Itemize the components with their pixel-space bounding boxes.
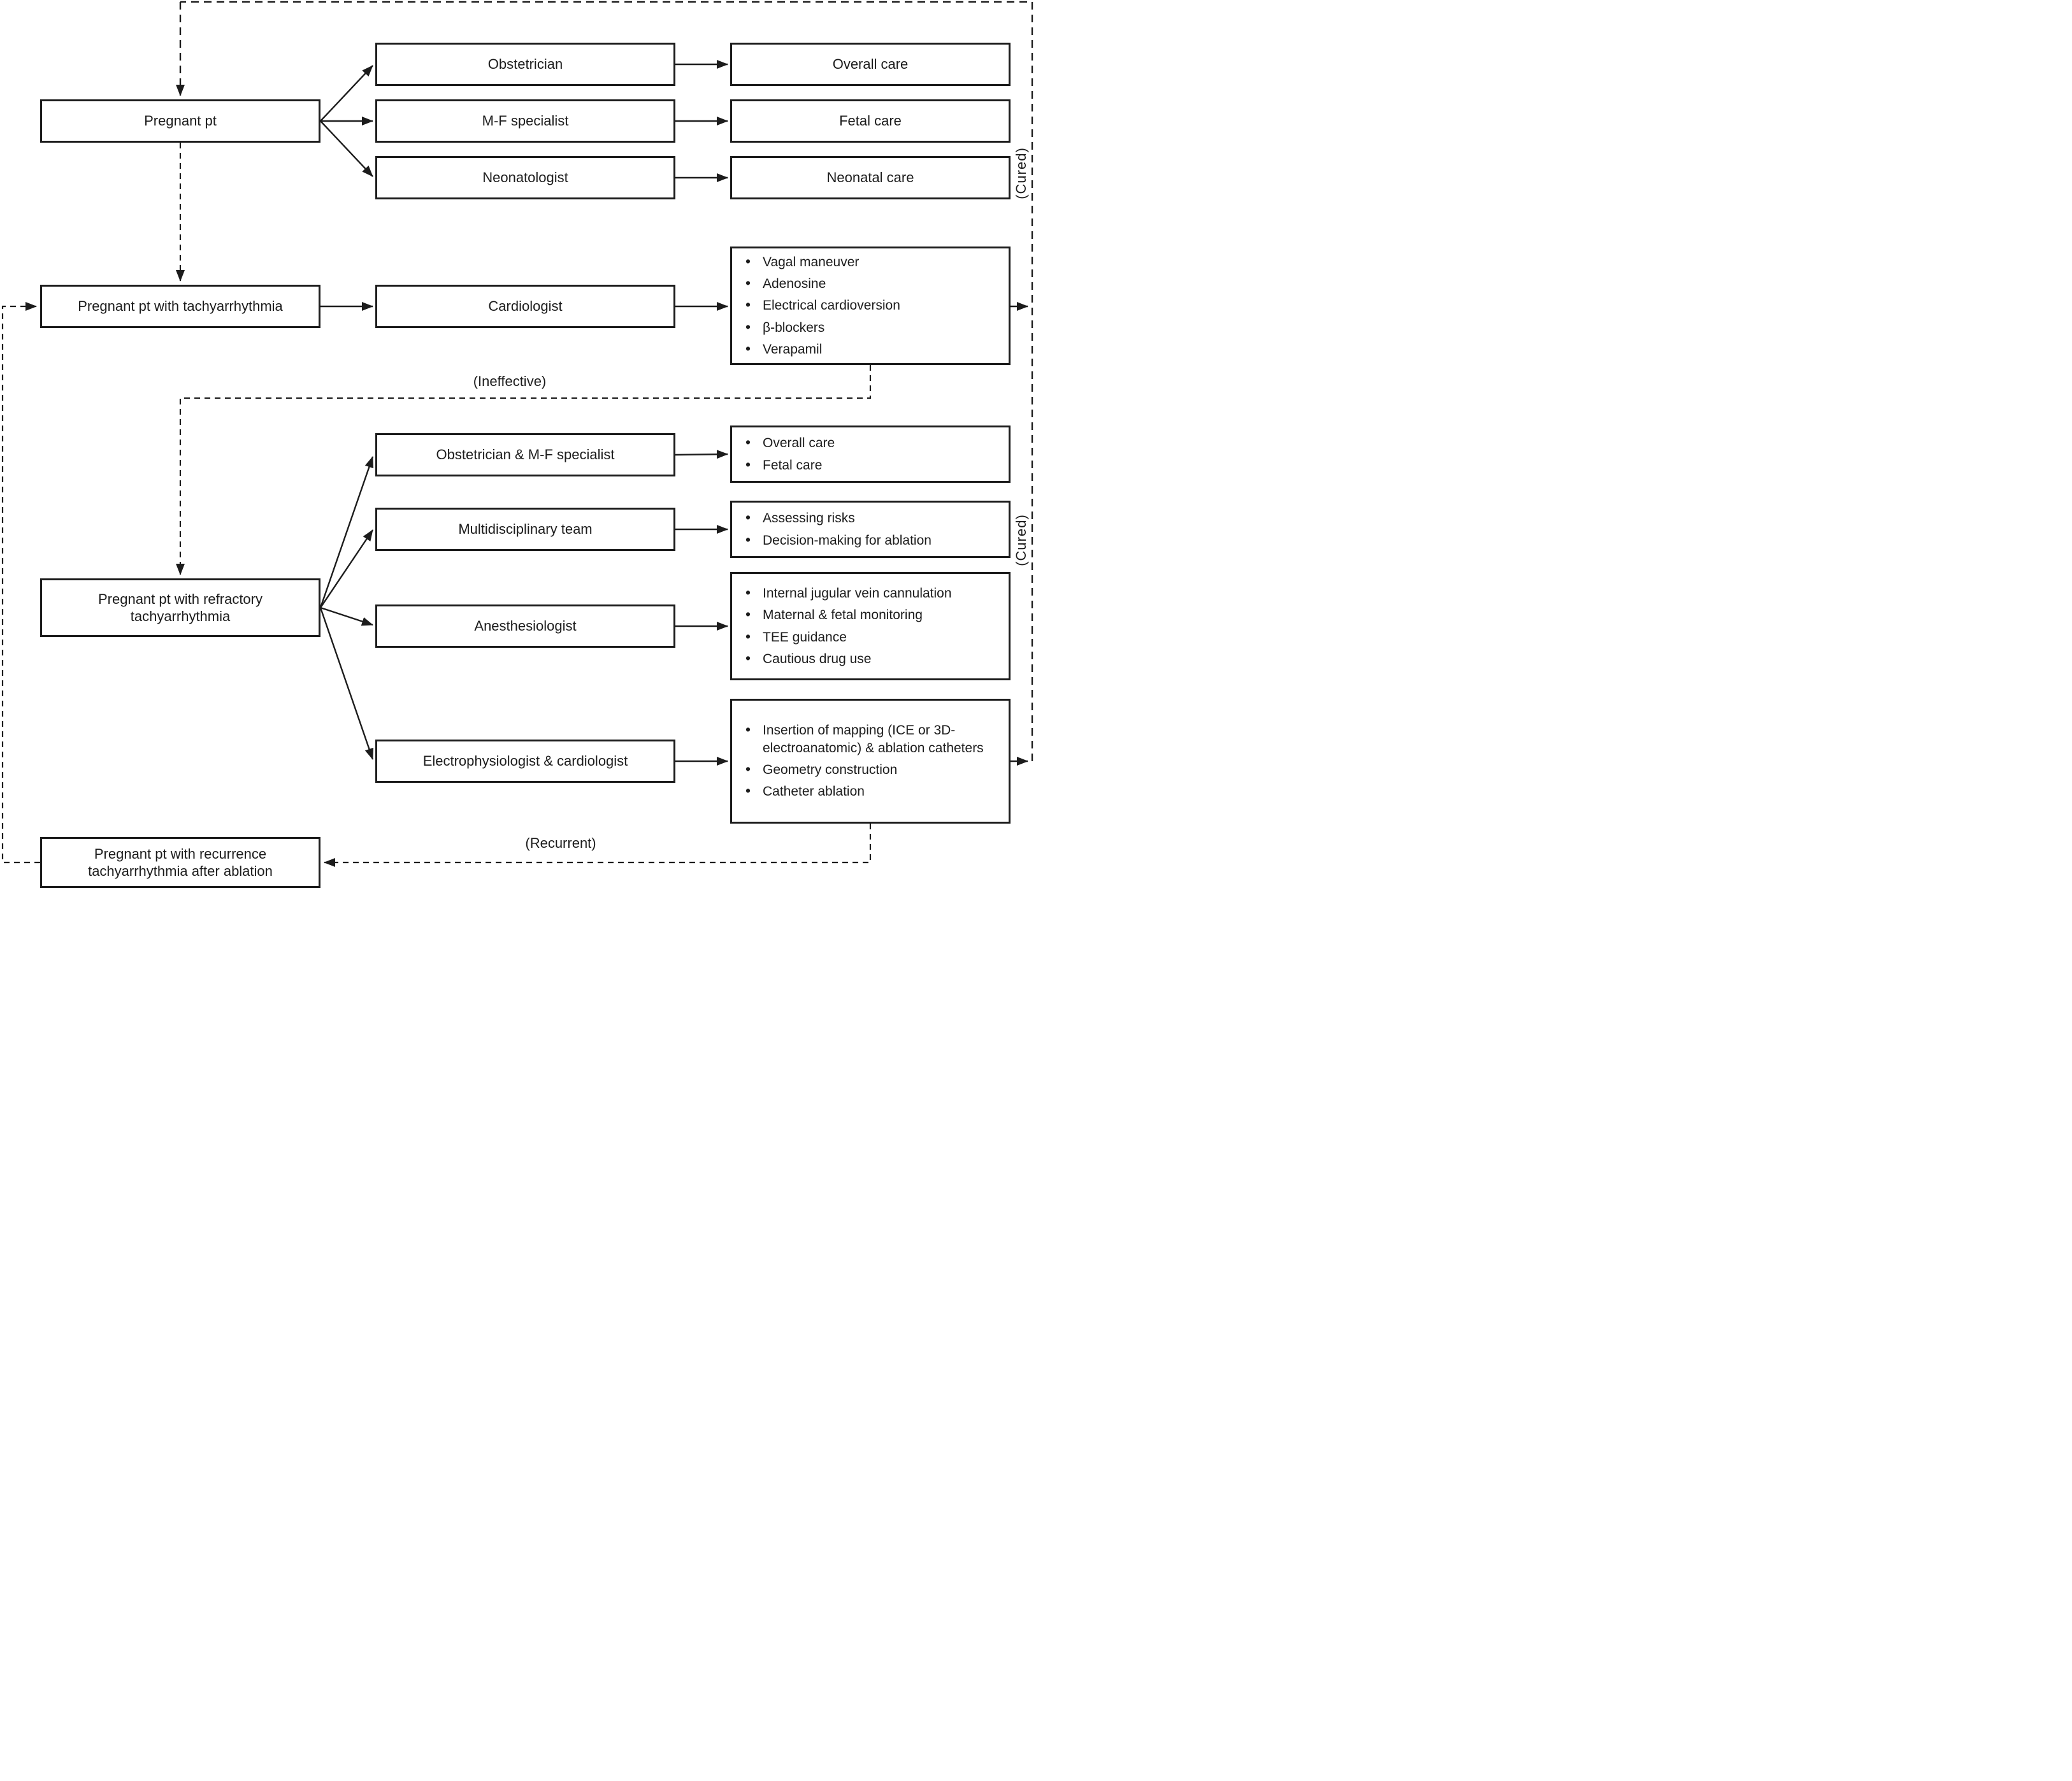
bullet-item: • Catheter ablation xyxy=(763,783,1002,800)
arrow-refractory-to-team xyxy=(320,530,373,608)
arrow-refractory-to-obst-mf xyxy=(320,457,373,608)
node-pregnant-pt: Pregnant pt xyxy=(40,99,320,143)
bullet-item: • Verapamil xyxy=(763,341,1002,358)
arrow-refractory-to-anesthesiologist xyxy=(320,608,373,625)
node-multidisciplinary-team: Multidisciplinary team xyxy=(375,508,675,551)
node-obstetrician-mf-actions xyxy=(730,426,1011,483)
bullet-item: • Fetal care xyxy=(763,457,1002,474)
node-fetal-care: Fetal care xyxy=(730,99,1011,143)
node-pregnant-tachyarrhythmia: Pregnant pt with tachyarrhythmia xyxy=(40,285,320,328)
node-electrophysiologist: Electrophysiologist & cardiologist xyxy=(375,740,675,783)
label-cured-bottom: (Cured) xyxy=(1013,514,1029,566)
dashed-recurrence-loop-left xyxy=(3,306,40,862)
bullet-item: • Geometry construction xyxy=(763,761,1002,778)
bullet-item: • TEE guidance xyxy=(763,629,1002,646)
bullet-item: • Assessing risks xyxy=(763,510,1002,527)
node-neonatal-care: Neonatal care xyxy=(730,156,1011,199)
node-cardiologist-actions xyxy=(730,247,1011,365)
node-multidisciplinary-actions xyxy=(730,501,1011,558)
node-cardiologist: Cardiologist xyxy=(375,285,675,328)
node-obstetrician-mf: Obstetrician & M-F specialist xyxy=(375,433,675,476)
label-recurrent: (Recurrent) xyxy=(525,835,596,851)
node-electrophysiologist-actions xyxy=(730,699,1011,824)
bullet-item: • Overall care xyxy=(763,434,1002,452)
bullet-item: • Insertion of mapping (ICE or 3D-electroanatomic) & ablation catheters xyxy=(763,722,1002,757)
node-obstetrician: Obstetrician xyxy=(375,43,675,86)
arrow-pregnant-to-neonatologist xyxy=(320,121,373,176)
bullet-item: • Internal jugular vein cannulation xyxy=(763,585,1002,602)
label-ineffective: (Ineffective) xyxy=(473,373,547,389)
bullet-item: • Electrical cardioversion xyxy=(763,297,1002,314)
node-overall-care: Overall care xyxy=(730,43,1011,86)
node-anesthesiologist-actions xyxy=(730,572,1011,680)
flowchart-page xyxy=(0,0,1036,890)
node-pregnant-refractory: Pregnant pt with refractory tachyarrhythmia xyxy=(40,578,320,637)
node-anesthesiologist: Anesthesiologist xyxy=(375,604,675,648)
label-cured-top: (Cured) xyxy=(1013,147,1029,199)
node-neonatologist: Neonatologist xyxy=(375,156,675,199)
arrow-refractory-to-electrophysiologist xyxy=(320,608,373,759)
node-pregnant-recurrence: Pregnant pt with recurrence tachyarrhythmia after ablation xyxy=(40,837,320,888)
bullet-item: • Adenosine xyxy=(763,275,1002,292)
bullet-item: • β-blockers xyxy=(763,319,1002,336)
arrow-obst-mf-to-actions xyxy=(675,454,728,455)
arrow-pregnant-to-obstetrician xyxy=(320,66,373,121)
bullet-item: • Vagal maneuver xyxy=(763,254,1002,271)
bullet-item: • Decision-making for ablation xyxy=(763,532,1002,549)
bullet-item: • Cautious drug use xyxy=(763,650,1002,668)
bullet-item: • Maternal & fetal monitoring xyxy=(763,606,1002,624)
node-mf-specialist: M-F specialist xyxy=(375,99,675,143)
